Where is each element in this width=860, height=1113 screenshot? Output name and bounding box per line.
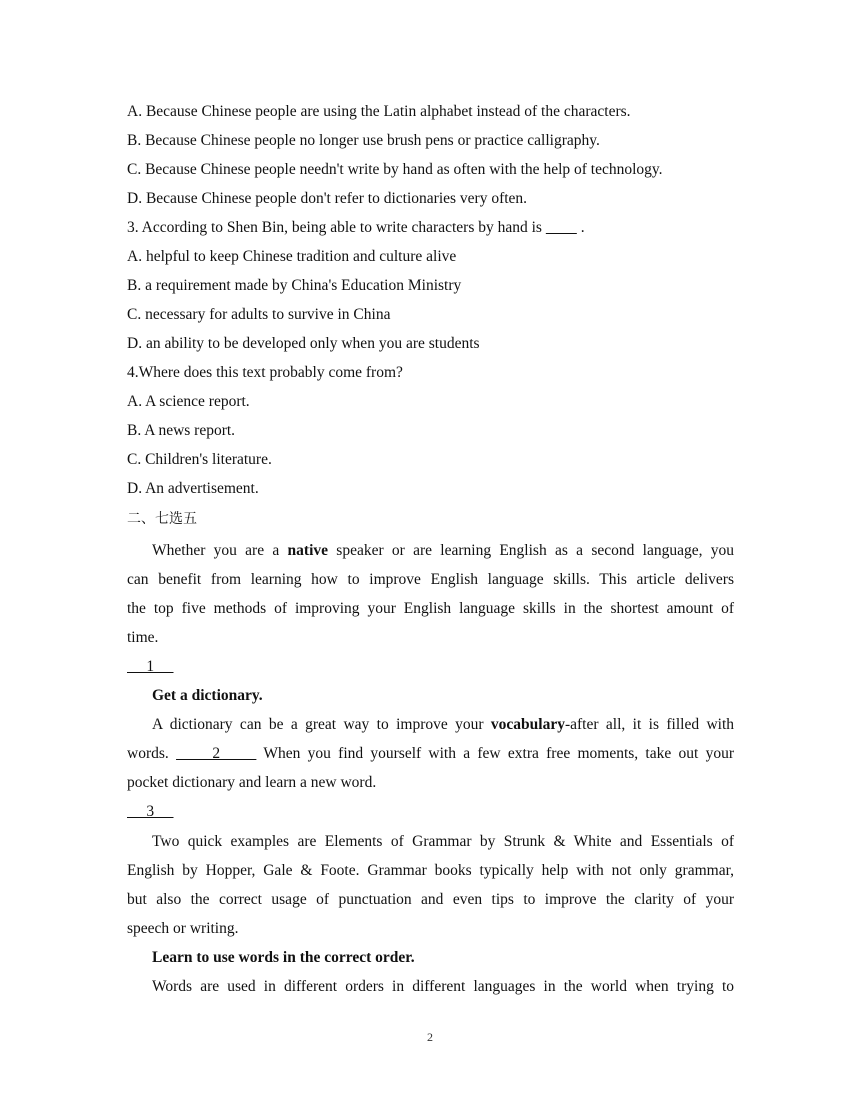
p1-text-a: Whether you are a xyxy=(152,542,280,559)
q4-option-a: A. A science report. xyxy=(127,393,250,410)
q4-option-c: C. Children's literature. xyxy=(127,451,272,468)
q3-stem-end: . xyxy=(580,219,585,236)
section-heading: 二、七选五 xyxy=(127,511,197,527)
q3-blank xyxy=(546,219,577,236)
q3-option-b: B. a requirement made by China's Education Ministry xyxy=(127,277,462,294)
p2-line2-text-b: When you find yourself with a few extra free moments, take out your xyxy=(263,745,734,762)
q3-option-d: D. an ability to be developed only when you are students xyxy=(127,335,480,352)
page-number: 2 xyxy=(427,1030,433,1044)
q3-stem-text: 3. According to Shen Bin, being able to write characters by hand is xyxy=(127,219,542,236)
paragraph-1-line-4: time. xyxy=(127,629,159,646)
p1-bold-word: native xyxy=(287,542,328,559)
blank-2-text: 2 xyxy=(176,745,257,762)
paragraph-3-line-2: English by Hopper, Gale & Foote. Grammar books typically help with not only grammar, xyxy=(127,862,734,879)
blank-3-text: 3 xyxy=(127,803,174,820)
subheading-dictionary: Get a dictionary. xyxy=(152,687,263,704)
q3-option-a: A. helpful to keep Chinese tradition and culture alive xyxy=(127,248,457,265)
q4-option-d: D. An advertisement. xyxy=(127,480,259,497)
paragraph-2-line-3: pocket dictionary and learn a new word. xyxy=(127,774,377,791)
p1-text-b: speaker or are learning English as a second language, you xyxy=(336,542,734,559)
paragraph-3-line-3: but also the correct usage of punctuation and even tips to improve the clarity of your xyxy=(127,891,734,908)
q2-option-a: A. Because Chinese people are using the Latin alphabet instead of the characters. xyxy=(127,103,631,120)
q2-option-d: D. Because Chinese people don't refer to dictionaries very often. xyxy=(127,190,528,207)
q4-option-b: B. A news report. xyxy=(127,422,236,439)
q2-option-b: B. Because Chinese people no longer use brush pens or practice calligraphy. xyxy=(127,132,600,149)
paragraph-4-line-1: Words are used in different orders in different languages in the world when trying to xyxy=(152,978,734,995)
p2-bold-word: vocabulary xyxy=(490,716,565,733)
p2-line2-text-a: words. xyxy=(127,745,169,762)
paragraph-1-line-2: can benefit from learning how to improve English language skills. This article delivers xyxy=(127,571,734,588)
paragraph-2-line-1 xyxy=(152,715,734,735)
blank-1 xyxy=(127,657,734,677)
paragraph-3-line-4: speech or writing. xyxy=(127,920,239,937)
paragraph-1-line-3: the top five methods of improving your English language skills in the shortest amount of xyxy=(127,600,734,617)
p2-text-a: A dictionary can be a great way to improve your xyxy=(152,716,484,733)
q2-option-c: C. Because Chinese people needn't write by hand as often with the help of technology. xyxy=(127,161,663,178)
paragraph-1-line-1 xyxy=(152,541,734,561)
p2-text-b: -after all, it is filled with xyxy=(564,716,735,733)
blank-3 xyxy=(127,802,734,822)
subheading-word-order: Learn to use words in the correct order. xyxy=(152,949,415,966)
q3-stem xyxy=(127,218,734,238)
paragraph-2-line-2 xyxy=(127,744,734,764)
q3-option-c: C. necessary for adults to survive in China xyxy=(127,306,391,323)
q4-stem: 4.Where does this text probably come from? xyxy=(127,364,403,381)
blank-1-text: 1 xyxy=(127,658,174,675)
paragraph-3-line-1: Two quick examples are Elements of Grammar by Strunk & White and Essentials of xyxy=(152,833,734,850)
